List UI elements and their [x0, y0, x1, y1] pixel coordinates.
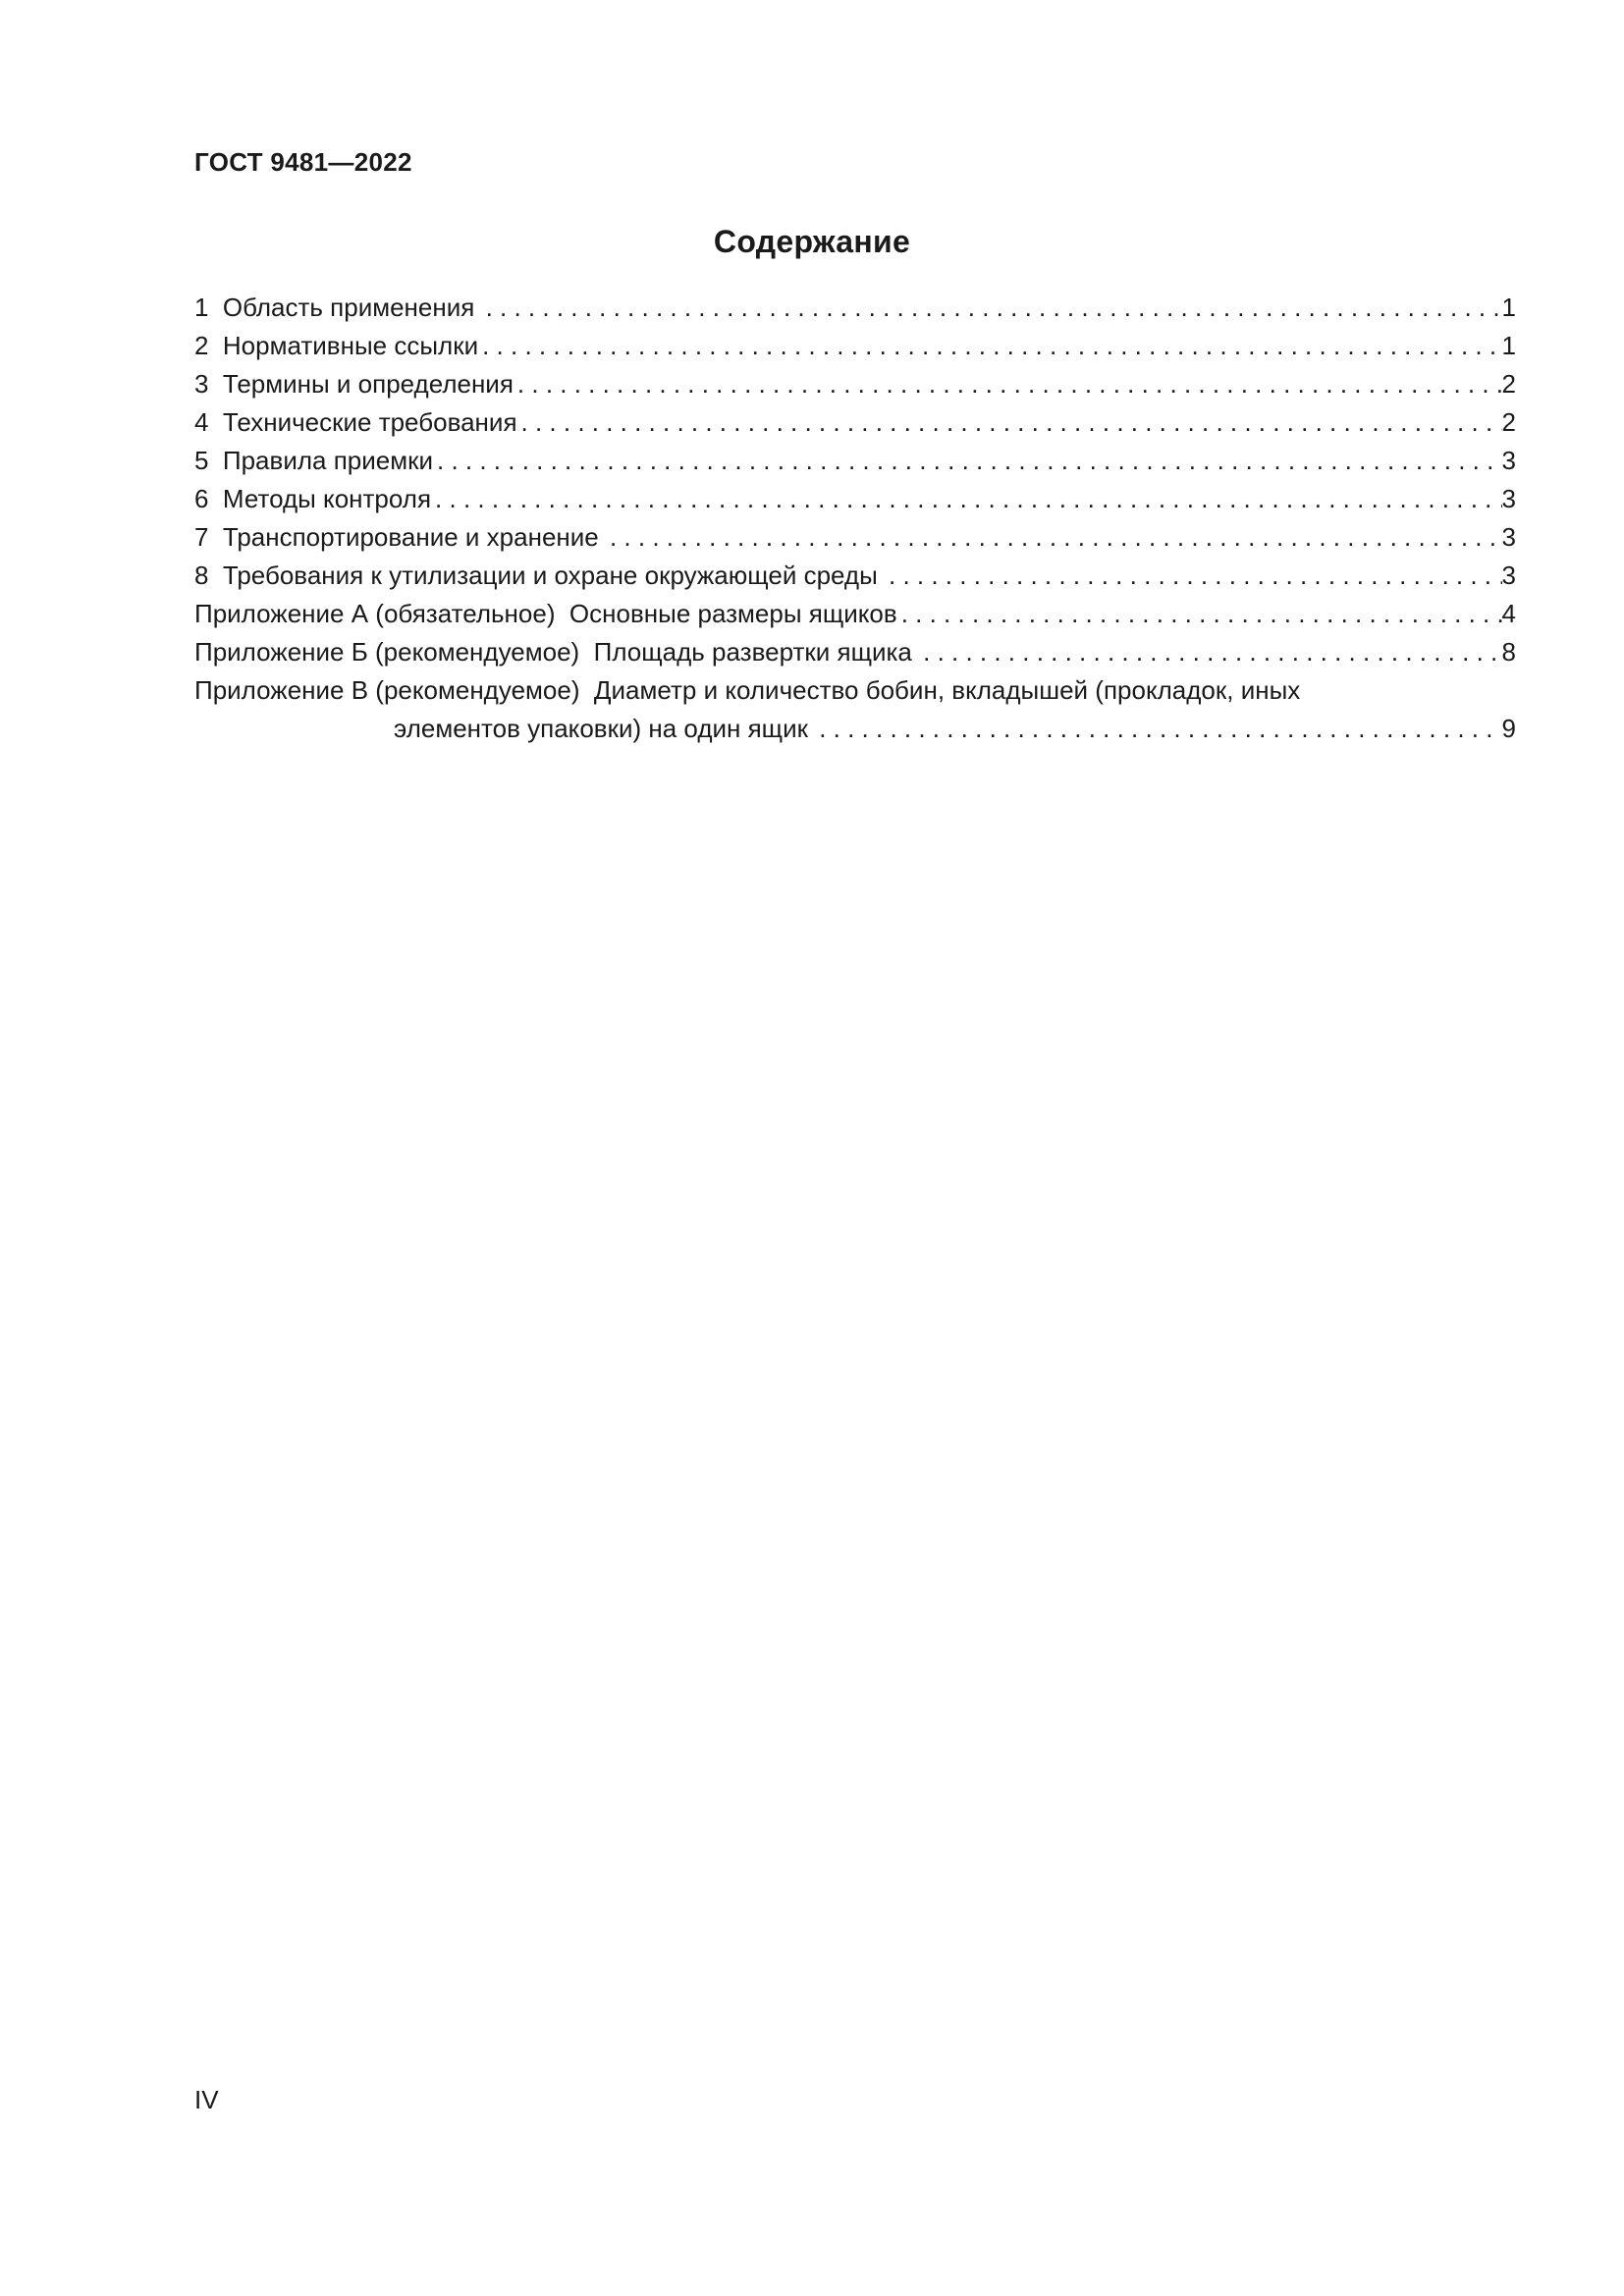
toc-entry-label: 3 Термины и определения — [194, 369, 514, 399]
toc-entry-label: 6 Методы контроля — [194, 484, 432, 513]
toc-entry-page: 4 — [1501, 599, 1516, 628]
toc-entry-label: 8 Требования к утилизации и охране окружающей среды — [194, 561, 886, 590]
toc-entry-5[interactable] — [194, 442, 1516, 480]
toc-entry-label: 5 Правила приемки — [194, 446, 434, 475]
dot-leader — [897, 595, 1502, 633]
toc-title: Содержание — [713, 224, 911, 259]
toc-entry-page: 9 — [1501, 714, 1516, 743]
toc-entry-label: 2 Нормативные ссылки — [194, 331, 479, 360]
dot-leader — [433, 442, 1502, 480]
toc-entry-label: Приложение В (рекомендуемое) Диаметр и количество бобин, вкладышей (прокладок, иных — [194, 675, 1301, 705]
toc-entry-page: 2 — [1501, 407, 1516, 437]
toc-entry-page: 8 — [1501, 637, 1516, 667]
toc-entry-3[interactable] — [194, 365, 1516, 403]
dot-leader — [606, 518, 1502, 557]
toc-entry-label: 1 Область применения — [194, 293, 482, 322]
dot-leader — [815, 710, 1501, 748]
toc-entry-4[interactable] — [194, 403, 1516, 442]
toc-entry-label: Приложение Б (рекомендуемое) Площадь развертки ящика — [194, 637, 920, 667]
toc-entry-page: 1 — [1501, 331, 1516, 360]
dot-leader — [517, 403, 1502, 442]
dot-leader — [919, 633, 1501, 671]
dot-leader — [482, 289, 1502, 327]
document-code: ГОСТ 9481—2022 — [194, 147, 412, 177]
toc-entry-appendix-a[interactable] — [194, 595, 1516, 633]
toc-entry-page: 2 — [1501, 369, 1516, 399]
page-number: IV — [194, 2085, 219, 2114]
toc-entry-label-continuation: элементов упаковки) на один ящик — [394, 714, 816, 743]
toc-entry-page: 3 — [1501, 522, 1516, 552]
dot-leader — [514, 365, 1502, 403]
toc-entry-page: 3 — [1501, 561, 1516, 590]
toc-entry-page: 3 — [1501, 484, 1516, 513]
toc-entry-appendix-b[interactable] — [194, 633, 1516, 671]
toc-entry-7[interactable] — [194, 518, 1516, 557]
toc-entry-page: 1 — [1501, 293, 1516, 322]
table-of-contents — [194, 289, 1516, 748]
toc-entry-2[interactable] — [194, 327, 1516, 365]
dot-leader — [478, 327, 1501, 365]
toc-entry-label: 7 Транспортирование и хранение — [194, 522, 606, 552]
toc-entry-page: 3 — [1501, 446, 1516, 475]
toc-entry-1[interactable] — [194, 289, 1516, 327]
dot-leader — [885, 557, 1502, 595]
toc-entry-8[interactable] — [194, 557, 1516, 595]
toc-entry-label: Приложение А (обязательное) Основные размеры ящиков — [194, 599, 897, 628]
toc-entry-appendix-v-continuation[interactable] — [194, 710, 1516, 748]
toc-entry-appendix-v[interactable] — [194, 671, 1516, 710]
toc-entry-label: 4 Технические требования — [194, 407, 517, 437]
toc-entry-6[interactable] — [194, 480, 1516, 518]
dot-leader — [431, 480, 1501, 518]
